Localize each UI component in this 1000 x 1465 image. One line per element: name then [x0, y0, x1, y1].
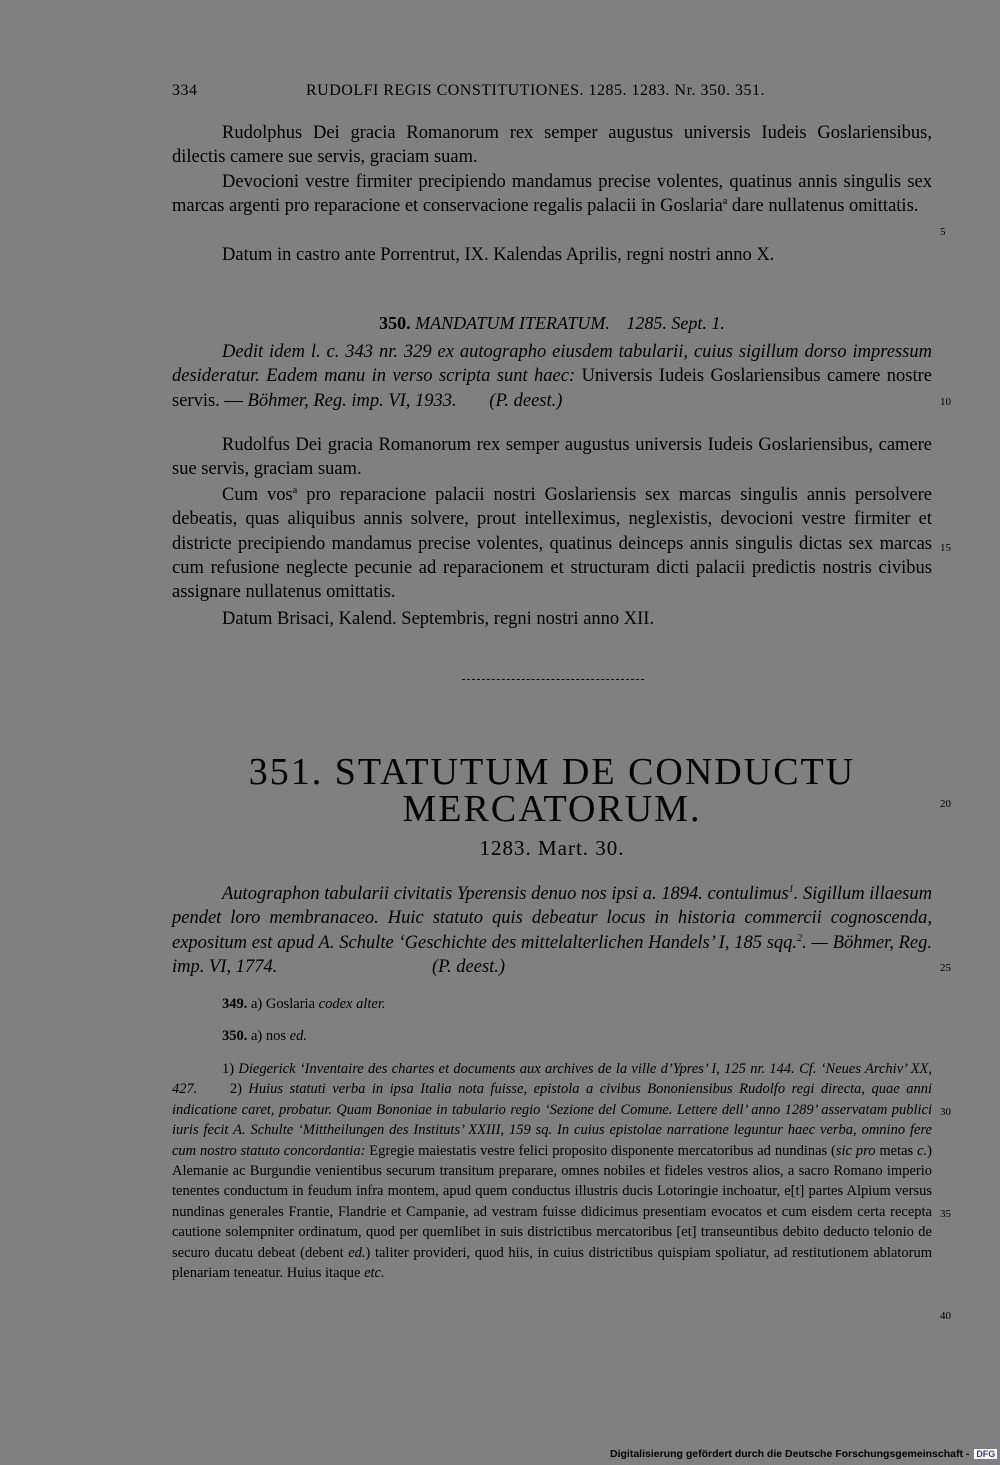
footnote-2-quotation-1: Egregie maiestatis vestre felici proposito disponente mercatoribus ad nundinas ( [365, 1142, 836, 1159]
doc350-intro-regest: Böhmer, Reg. imp. VI, 1933. [247, 390, 457, 411]
note-350-text: nos [262, 1028, 290, 1044]
doc350-intro-italic: Dedit idem l. c. 343 nr. 329 ex autographo eiusdem tabularii, cuius sigillum dorso impressum desideratur. Eadem manu in verso scripta sunt haec: [172, 342, 932, 387]
line-number-5: 5 [940, 226, 946, 238]
section-separator [462, 679, 644, 680]
line-number-15: 15 [940, 542, 951, 554]
footnote-2-sic: sic pro [835, 1142, 876, 1159]
doc351-intro-sigla: (P. deest.) [431, 956, 506, 977]
note-349-text: Goslaria [262, 996, 319, 1012]
footnote-mark: a [722, 196, 728, 208]
doc351-date: 1283. Mart. 30. [479, 836, 625, 860]
footnote-2-quotation-4: ) taliter provideri, quod hiis, in cuius districtibus quispiam spoliatur, ad restitutionem ablatorum plenariam teneatur. Huius itaque [172, 1244, 932, 1282]
footnote-2-c: c. [917, 1142, 928, 1159]
line-number-20: 20 [940, 798, 951, 810]
doc350-introduction [172, 340, 932, 413]
digitization-credit [610, 1448, 997, 1460]
line-number-30: 30 [940, 1106, 951, 1118]
page-number: 334 [172, 82, 198, 99]
doc349-body-text: Devocioni vestre firmiter precipiendo mandamus precise volentes, quatinus annis singulis sex marcas argenti pro reparacione et conservacione regalis palacii in Goslaria [172, 172, 932, 217]
running-header [172, 82, 932, 100]
doc351-intro-part2: . Sigillum illaesum pendet loro membranaceo. Huic statuto quis debeatur locus in historia commercii cognoscenda, expositum est apud A. Schulte ‘Geschichte des mittelalterlichen Handels’ I, 185 sqq. [172, 884, 932, 953]
doc349-body-end: dare nullatenus omittatis. [727, 196, 919, 217]
footnote-1-text: Diegerick ‘Inventaire des chartes et documents aux archives de la ville d’Ypres’ I, 125 nr. 144. Cf. ‘Neues Archiv’ XX, 427. [172, 1061, 932, 1098]
footnotes [172, 1059, 932, 1283]
line-number-10: 10 [940, 396, 951, 408]
footnote-2-ed: ed. [348, 1244, 366, 1261]
note-350-number: 350. [222, 1028, 248, 1044]
doc350-dating: Datum Brisaci, Kalend. Septembris, regni nostri anno XII. [222, 609, 655, 629]
doc350-date: 1285. Sept. 1. [626, 313, 725, 333]
footnote-1-number: 1) [222, 1061, 235, 1077]
footnote-2-etc: etc. [364, 1265, 385, 1282]
line-number-35: 35 [940, 1208, 951, 1220]
note-349-mark: a) [251, 996, 263, 1012]
doc350-intro-roman: Universis Iudeis Goslariensibus camere nostre servis. — [172, 366, 932, 411]
doc349-salutation: Rudolphus Dei gracia Romanorum rex semper augustus universis Iudeis Goslariensibus, dilectis camere sue servis, graciam suam. [172, 123, 932, 168]
dfg-logo: DFG [976, 1449, 996, 1459]
note-349 [172, 994, 932, 1014]
doc350-body-text: pro reparacione palacii nostri Goslariensis sex marcas singulis annis persolvere debeatis, quas aliquibus annis solvere, prout intelleximus, neglexistis, devocioni vestre firmiter et districte precipiendo mandamus precise volentes, quatinus deinceps annis singulis dictas sex marcas cum refusione neglecte pecunie ad reparacionem et structuram dicti palacii predictis nostris civibus assignare nullatenus omittatis. [172, 485, 932, 603]
footnote-mark: a [292, 484, 298, 496]
running-title: RUDOLFI REGIS CONSTITUTIONES. 1285. 1283. Nr. 350. 351. [306, 82, 766, 99]
footnote-ref-1: 1 [788, 883, 794, 895]
doc350-salutation: Rudolfus Dei gracia Romanorum rex semper augustus universis Iudeis Goslariensibus, camere sue servis, graciam suam. [172, 435, 932, 480]
note-349-number: 349. [222, 996, 248, 1012]
line-number-40: 40 [940, 1310, 951, 1322]
footnote-2-quotation-3: ) Alemanie ac Burgundie venientibus securum transitum preparare, omnes nobiles et fideles vestros alios, a sacro Romano imperio tenentes conductum in feudum infra montem, apud quem conductus illustris ducis Lotoringie inchoatur, e[t] partes Alpium versus nundinas generales Frantie, Flandrie et Campanie, ad vestram fuisse didicimus presentiam evocatos et cum eisdem certa recepta cautione solempniter ordinatum, quod per quemlibet in suis districtibus mercatoribus [et] transeuntibus debito deducto telonio de securo ducatu debeat (debent [172, 1142, 932, 1261]
doc349-body [172, 170, 932, 219]
footnote-2-quotation-2: metas [875, 1142, 918, 1159]
doc350-intro-sigla: (P. deest.) [489, 390, 563, 411]
doc351-title-line1: 351. STATUTUM DE CONDUCTU [248, 751, 856, 793]
note-350 [172, 1026, 932, 1046]
note-349-italic: codex alter. [318, 996, 386, 1012]
doc350-body-start: Cum vos [222, 485, 293, 505]
footnote-ref-2: 2 [797, 932, 803, 944]
footnote-2-commentary: Huius statuti verba in ipsa Italia nota fuisse, epistola a civibus Bononiensibus Rudolfo regi directa, quae anni indicatione caret, probatur. Quam Bononiae in tabulario regio ‘Sezione del Comune. Lettere dell’ anno 1289’ asservatam publici iuris fecit A. Schulte ‘Mittheilungen des Instituts’ XXIII, 159 sq. In cuius epistolae narratione leguntur haec verba, omnino fere cum nostro statuto concordantia: [172, 1081, 932, 1159]
doc350-number: 350. [379, 313, 411, 333]
footnote-2-number: 2) [229, 1081, 242, 1098]
doc351-title-line2: MERCATORUM. [402, 788, 702, 830]
note-350-italic: ed. [289, 1028, 307, 1044]
doc350-title: MANDATUM ITERATUM. [415, 313, 610, 333]
doc349-dating: Datum in castro ante Porrentrut, IX. Kalendas Aprilis, regni nostri anno X. [222, 245, 775, 265]
note-350-mark: a) [251, 1028, 263, 1044]
doc350-heading [172, 313, 932, 334]
digitization-credit-text: Digitalisierung gefördert durch die Deutsche Forschungsgemeinschaft - [610, 1448, 970, 1460]
line-number-25: 25 [940, 962, 951, 974]
doc351-introduction [172, 882, 932, 979]
doc350-body [172, 483, 932, 604]
doc351-intro-part1: Autographon tabularii civitatis Yperensis denuo nos ipsi a. 1894. contulimus [222, 884, 789, 904]
doc351-intro-part3: . — Böhmer, Reg. imp. VI, 1774. [172, 932, 932, 977]
